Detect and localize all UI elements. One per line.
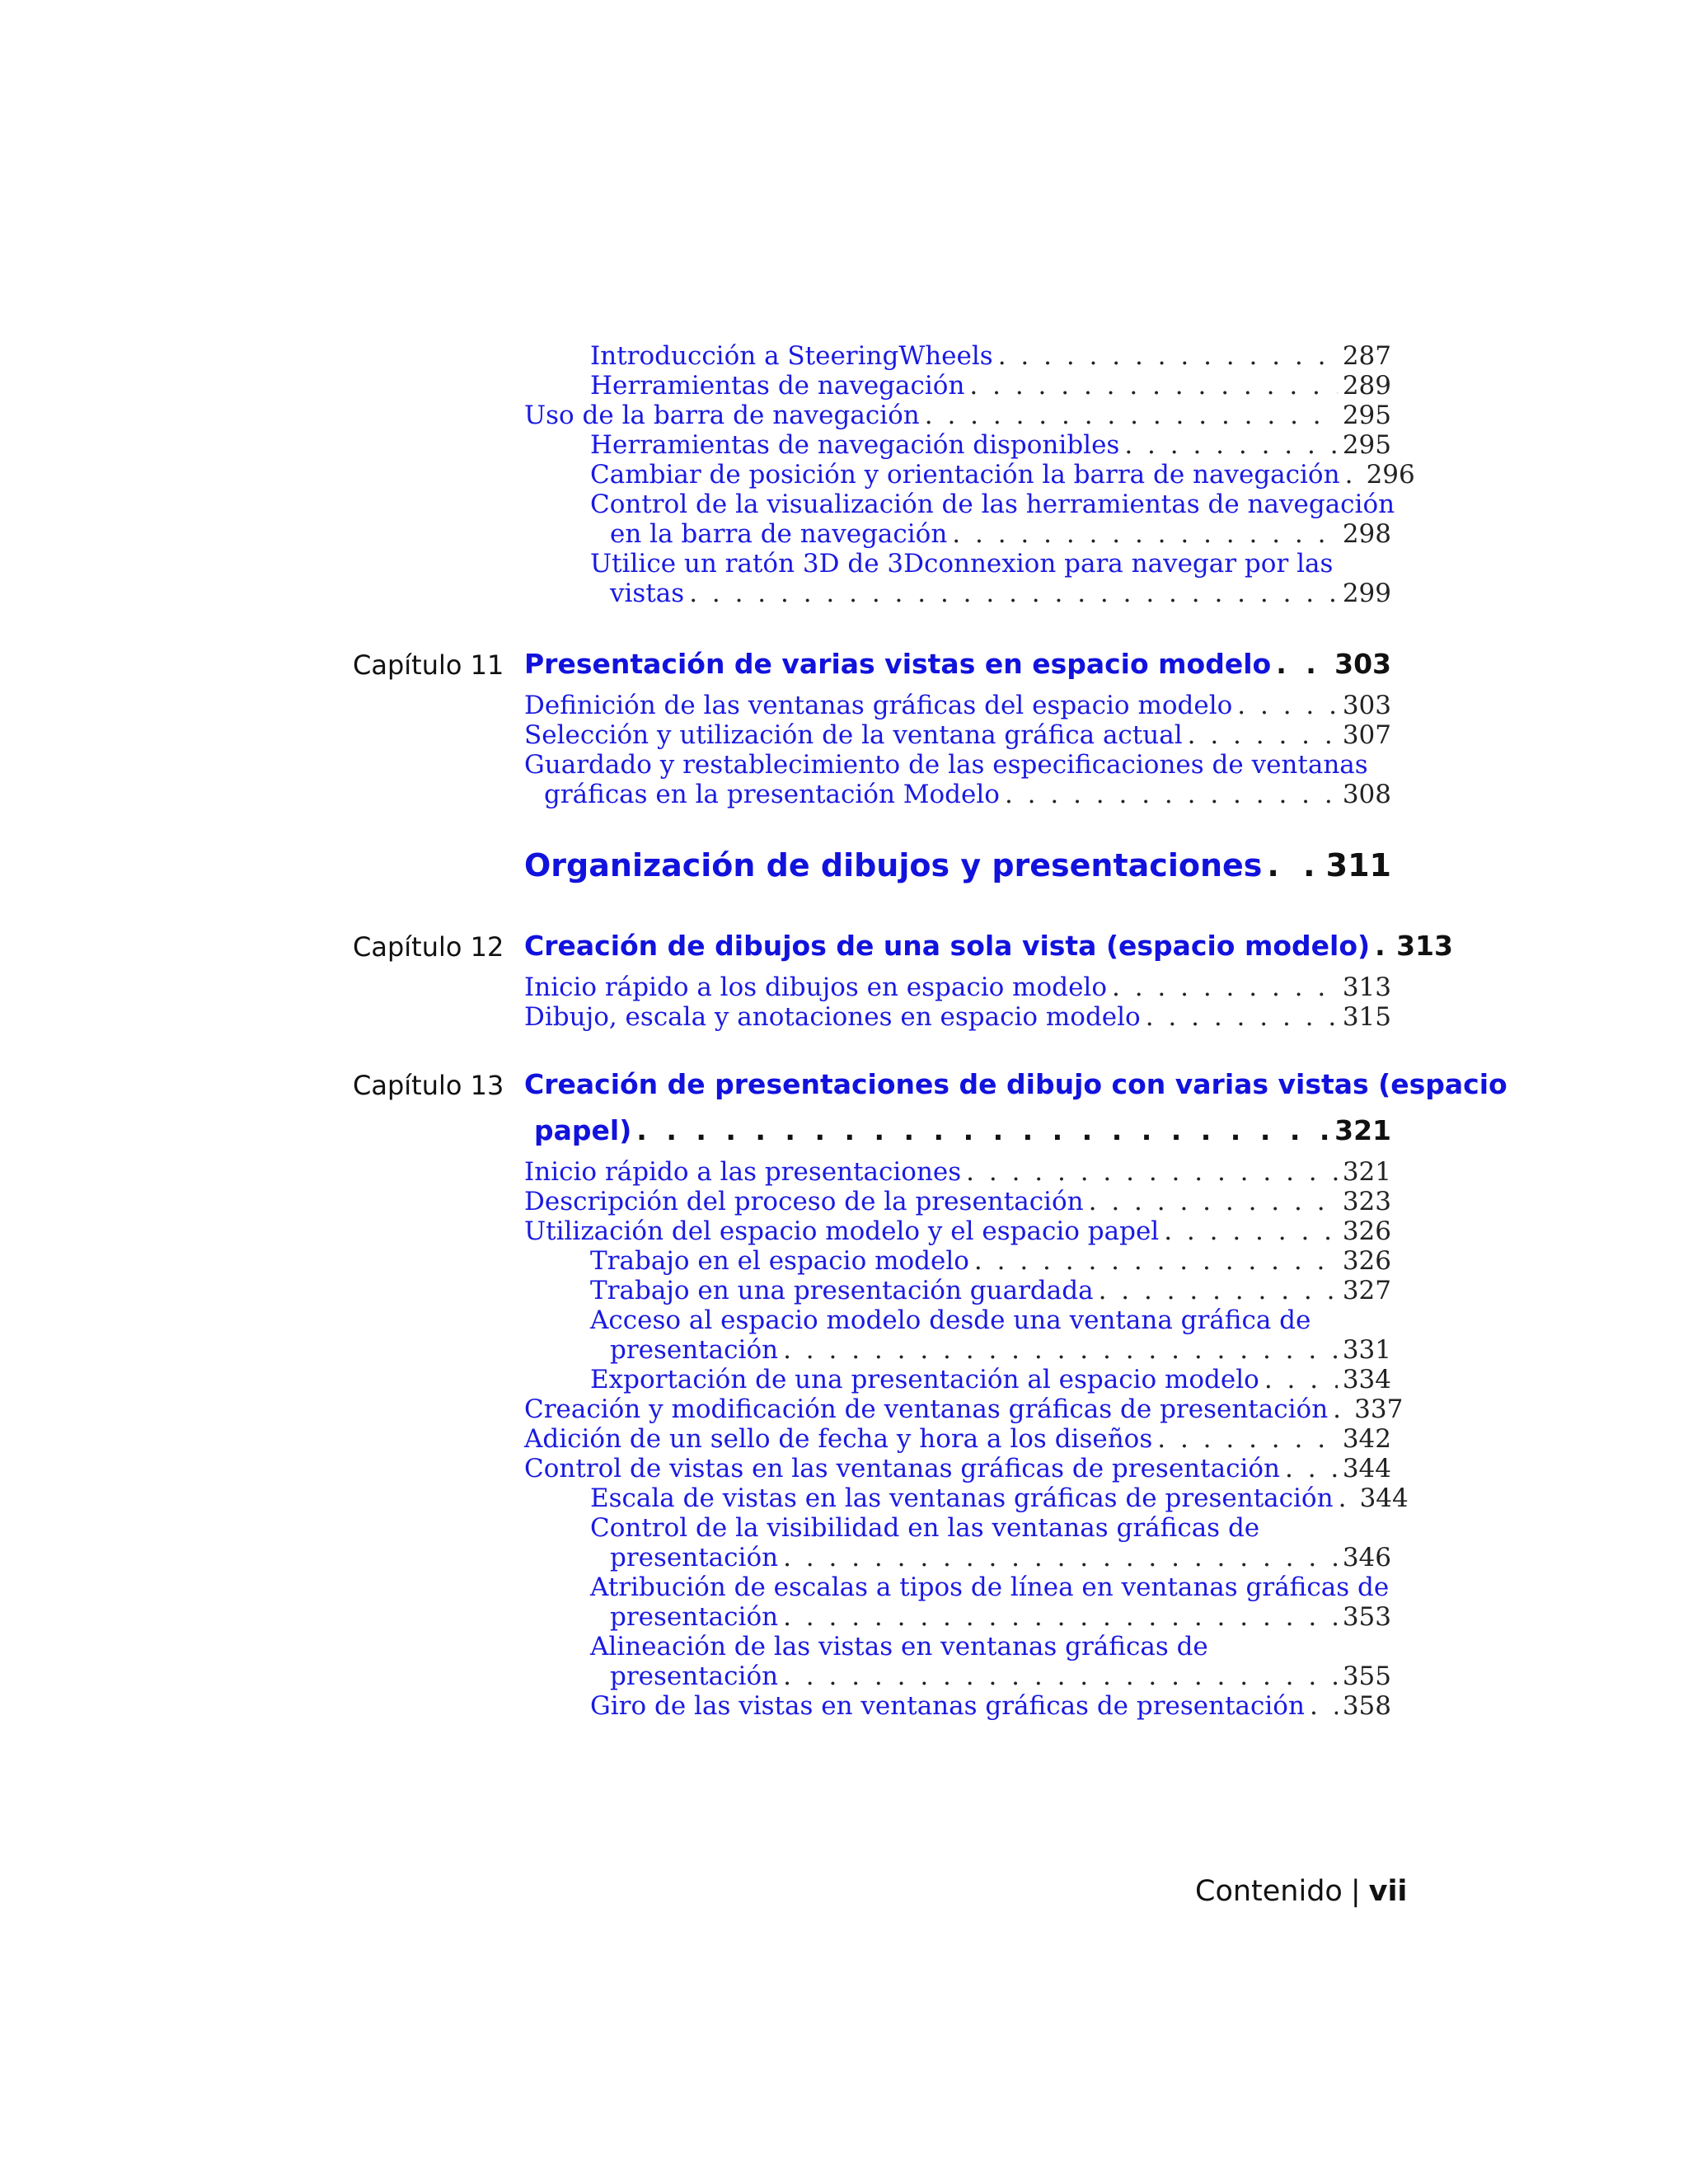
toc-entry[interactable]: [590, 1483, 1409, 1513]
toc-entry-page: 326: [1342, 1246, 1391, 1276]
toc-entry-title[interactable]: Trabajo en una presentación guardada: [590, 1276, 1094, 1305]
dot-leader: [925, 401, 1338, 430]
dot-leader: [783, 1602, 1338, 1632]
toc-entry-page: 355: [1342, 1661, 1391, 1691]
dot-leader: [1089, 1187, 1338, 1216]
page-footer: [1195, 1875, 1408, 1908]
dot-leader: [1124, 430, 1338, 460]
toc-entry-title[interactable]: Descripción del proceso de la presentación: [524, 1187, 1084, 1216]
chapter-title-line1[interactable]: Creación de presentaciones de dibujo con varias vistas (espacio: [524, 1068, 1507, 1100]
toc-entry-page: 323: [1342, 1187, 1391, 1216]
toc-entry-title[interactable]: Cambiar de posición y orientación la barra de navegación: [590, 460, 1340, 490]
toc-entry[interactable]: [610, 519, 1391, 549]
chapter-heading[interactable]: [524, 648, 1391, 680]
toc-entry[interactable]: [590, 1246, 1391, 1276]
dot-leader: [783, 1543, 1338, 1572]
chapter-title[interactable]: Presentación de varias vistas en espacio modelo: [524, 648, 1272, 680]
chapter-page: 313: [1396, 930, 1453, 962]
dot-leader: [636, 1114, 1329, 1146]
toc-entry-title[interactable]: Herramientas de navegación: [590, 371, 965, 401]
toc-entry-title[interactable]: Inicio rápido a los dibujos en espacio modelo: [524, 972, 1107, 1002]
toc-entry-page: 326: [1342, 1216, 1391, 1246]
dot-leader: [1333, 1394, 1349, 1424]
toc-entry-title-line1[interactable]: Alineación de las vistas en ventanas gráficas de: [590, 1632, 1208, 1661]
dot-leader: [998, 341, 1338, 371]
dot-leader: [783, 1661, 1338, 1691]
footer-separator: |: [1350, 1875, 1361, 1908]
toc-entry[interactable]: [524, 1216, 1391, 1246]
toc-entry-page: 346: [1342, 1543, 1391, 1572]
dot-leader: [1237, 691, 1338, 720]
toc-entry-title-line2[interactable]: presentación: [610, 1543, 779, 1572]
dot-leader: [966, 1157, 1338, 1187]
toc-entry-title[interactable]: Adición de un sello de fecha y hora a los diseños: [524, 1424, 1153, 1454]
dot-leader: [689, 579, 1338, 608]
toc-entry-title-line2[interactable]: en la barra de navegación: [610, 519, 948, 549]
dot-leader: [1285, 1454, 1338, 1483]
chapter-heading[interactable]: [524, 930, 1453, 962]
toc-entry-page: 331: [1342, 1335, 1391, 1365]
part-page: 311: [1325, 847, 1391, 883]
toc-entry[interactable]: [524, 1157, 1391, 1187]
toc-entry-page: 307: [1342, 720, 1391, 750]
toc-entry-page: 313: [1342, 972, 1391, 1002]
chapter-page: 321: [1334, 1114, 1391, 1146]
toc-entry[interactable]: [590, 341, 1391, 371]
dot-leader: [1164, 1216, 1338, 1246]
toc-entry-title[interactable]: Creación y modificación de ventanas gráficas de presentación: [524, 1394, 1329, 1424]
toc-entry-title-line1[interactable]: Utilice un ratón 3D de 3Dconnexion para navegar por las: [590, 549, 1334, 579]
dot-leader: [974, 1246, 1338, 1276]
dot-leader: [1188, 720, 1338, 750]
toc-entry-page: 342: [1342, 1424, 1391, 1454]
toc-entry-title-line1[interactable]: Acceso al espacio modelo desde una ventana gráfica de: [590, 1305, 1311, 1335]
toc-entry-page: 327: [1342, 1276, 1391, 1305]
toc-entry-page: 337: [1354, 1394, 1404, 1424]
chapter-heading[interactable]: [534, 1114, 1391, 1146]
toc-entry-page: 295: [1342, 401, 1391, 430]
toc-entry-page: 296: [1366, 460, 1415, 490]
dot-leader: [1157, 1424, 1338, 1454]
toc-entry-page: 315: [1342, 1002, 1391, 1032]
toc-entry-page: 344: [1359, 1483, 1409, 1513]
toc-entry-title[interactable]: Utilización del espacio modelo y el espacio papel: [524, 1216, 1160, 1246]
dot-leader: [1146, 1002, 1338, 1032]
dot-leader: [1112, 972, 1338, 1002]
toc-entry[interactable]: [590, 1691, 1391, 1721]
toc-entry[interactable]: [524, 401, 1391, 430]
dot-leader: [1310, 1691, 1338, 1721]
toc-entry-page: 303: [1342, 691, 1391, 720]
toc-entry-title-line1[interactable]: Control de la visibilidad en las ventanas gráficas de: [590, 1513, 1260, 1543]
dot-leader: [1276, 648, 1329, 680]
toc-entry[interactable]: [610, 1543, 1391, 1572]
toc-entry-title[interactable]: Exportación de una presentación al espacio modelo: [590, 1365, 1259, 1394]
dot-leader: [952, 519, 1338, 549]
toc-entry-title-line1[interactable]: Atribución de escalas a tipos de línea en ventanas gráficas de: [590, 1572, 1390, 1602]
toc-entry-page: 295: [1342, 430, 1391, 460]
toc-entry[interactable]: [524, 1424, 1391, 1454]
dot-leader: [969, 371, 1337, 401]
toc-entry-title[interactable]: Inicio rápido a las presentaciones: [524, 1157, 962, 1187]
toc-entry[interactable]: [610, 579, 1391, 608]
toc-entry[interactable]: [524, 1002, 1391, 1032]
dot-leader: [1345, 460, 1362, 490]
toc-entry-title[interactable]: Uso de la barra de navegación: [524, 401, 920, 430]
dot-leader: [1339, 1483, 1355, 1513]
toc-entry-title[interactable]: Control de vistas en las ventanas gráficas de presentación: [524, 1454, 1280, 1483]
toc-entry[interactable]: [590, 1276, 1391, 1305]
chapter-page: 303: [1334, 648, 1391, 680]
toc-entry[interactable]: [610, 1335, 1391, 1365]
toc-entry-page: 321: [1342, 1157, 1391, 1187]
toc-entry[interactable]: [544, 780, 1391, 809]
toc-entry-title[interactable]: Giro de las vistas en ventanas gráficas de presentación: [590, 1691, 1305, 1721]
toc-entry-title-line2[interactable]: presentación: [610, 1661, 779, 1691]
toc-entry[interactable]: [590, 371, 1391, 401]
part-title[interactable]: Organización de dibujos y presentaciones: [524, 847, 1263, 883]
chapter-label: Capítulo 11: [353, 649, 504, 681]
footer-page-number: vii: [1368, 1875, 1408, 1908]
toc-entry-page: 358: [1342, 1691, 1391, 1721]
dot-leader: [1375, 930, 1391, 962]
chapter-label: Capítulo 12: [353, 931, 504, 963]
toc-entry-title-line1[interactable]: Control de la visualización de las herramientas de navegación: [590, 490, 1395, 519]
toc-entry-page: 308: [1342, 780, 1391, 809]
toc-entry-page: 344: [1342, 1454, 1391, 1483]
toc-entry-title-line2[interactable]: gráficas en la presentación Modelo: [544, 780, 1000, 809]
toc-entry[interactable]: [524, 972, 1391, 1002]
part-heading[interactable]: [524, 847, 1391, 883]
toc-entry-title[interactable]: Dibujo, escala y anotaciones en espacio modelo: [524, 1002, 1141, 1032]
toc-entry-title-line2[interactable]: vistas: [610, 579, 685, 608]
toc-entry-title-line2[interactable]: presentación: [610, 1602, 779, 1632]
toc-entry-page: 289: [1342, 371, 1391, 401]
toc-entry-title[interactable]: Escala de vistas en las ventanas gráficas de presentación: [590, 1483, 1334, 1513]
toc-entry-title[interactable]: Definición de las ventanas gráficas del espacio modelo: [524, 691, 1233, 720]
toc-entry-title-line1[interactable]: Guardado y restablecimiento de las especificaciones de ventanas: [524, 750, 1368, 780]
toc-entry-page: 353: [1342, 1602, 1391, 1632]
dot-leader: [1267, 847, 1320, 883]
toc-entry-page: 298: [1342, 519, 1391, 549]
dot-leader: [783, 1335, 1338, 1365]
toc-entry[interactable]: [590, 1365, 1391, 1394]
toc-entry-page: 287: [1342, 341, 1391, 371]
toc-entry-title[interactable]: Herramientas de navegación disponibles: [590, 430, 1120, 460]
toc-entry-title[interactable]: Trabajo en el espacio modelo: [590, 1246, 969, 1276]
toc-entry-page: 299: [1342, 579, 1391, 608]
toc-entry[interactable]: [524, 720, 1391, 750]
dot-leader: [1099, 1276, 1338, 1305]
toc-entry[interactable]: [524, 1394, 1404, 1424]
toc-entry[interactable]: [524, 1454, 1391, 1483]
toc-entry-title[interactable]: Introducción a SteeringWheels: [590, 341, 993, 371]
toc-entry[interactable]: [590, 430, 1391, 460]
dot-leader: [1005, 780, 1338, 809]
toc-entry-title[interactable]: Selección y utilización de la ventana gráfica actual: [524, 720, 1183, 750]
toc-entry-title-line2[interactable]: presentación: [610, 1335, 779, 1365]
footer-section: Contenido: [1195, 1875, 1343, 1908]
chapter-label: Capítulo 13: [353, 1070, 504, 1101]
toc-entry[interactable]: [590, 460, 1415, 490]
toc-entry-page: 334: [1342, 1365, 1391, 1394]
chapter-title-line2[interactable]: papel): [534, 1114, 632, 1146]
dot-leader: [1264, 1365, 1338, 1394]
chapter-title[interactable]: Creación de dibujos de una sola vista (espacio modelo): [524, 930, 1371, 962]
toc-entry[interactable]: [610, 1661, 1391, 1691]
toc-entry[interactable]: [524, 691, 1391, 720]
toc-entry[interactable]: [610, 1602, 1391, 1632]
toc-entry[interactable]: [524, 1187, 1391, 1216]
